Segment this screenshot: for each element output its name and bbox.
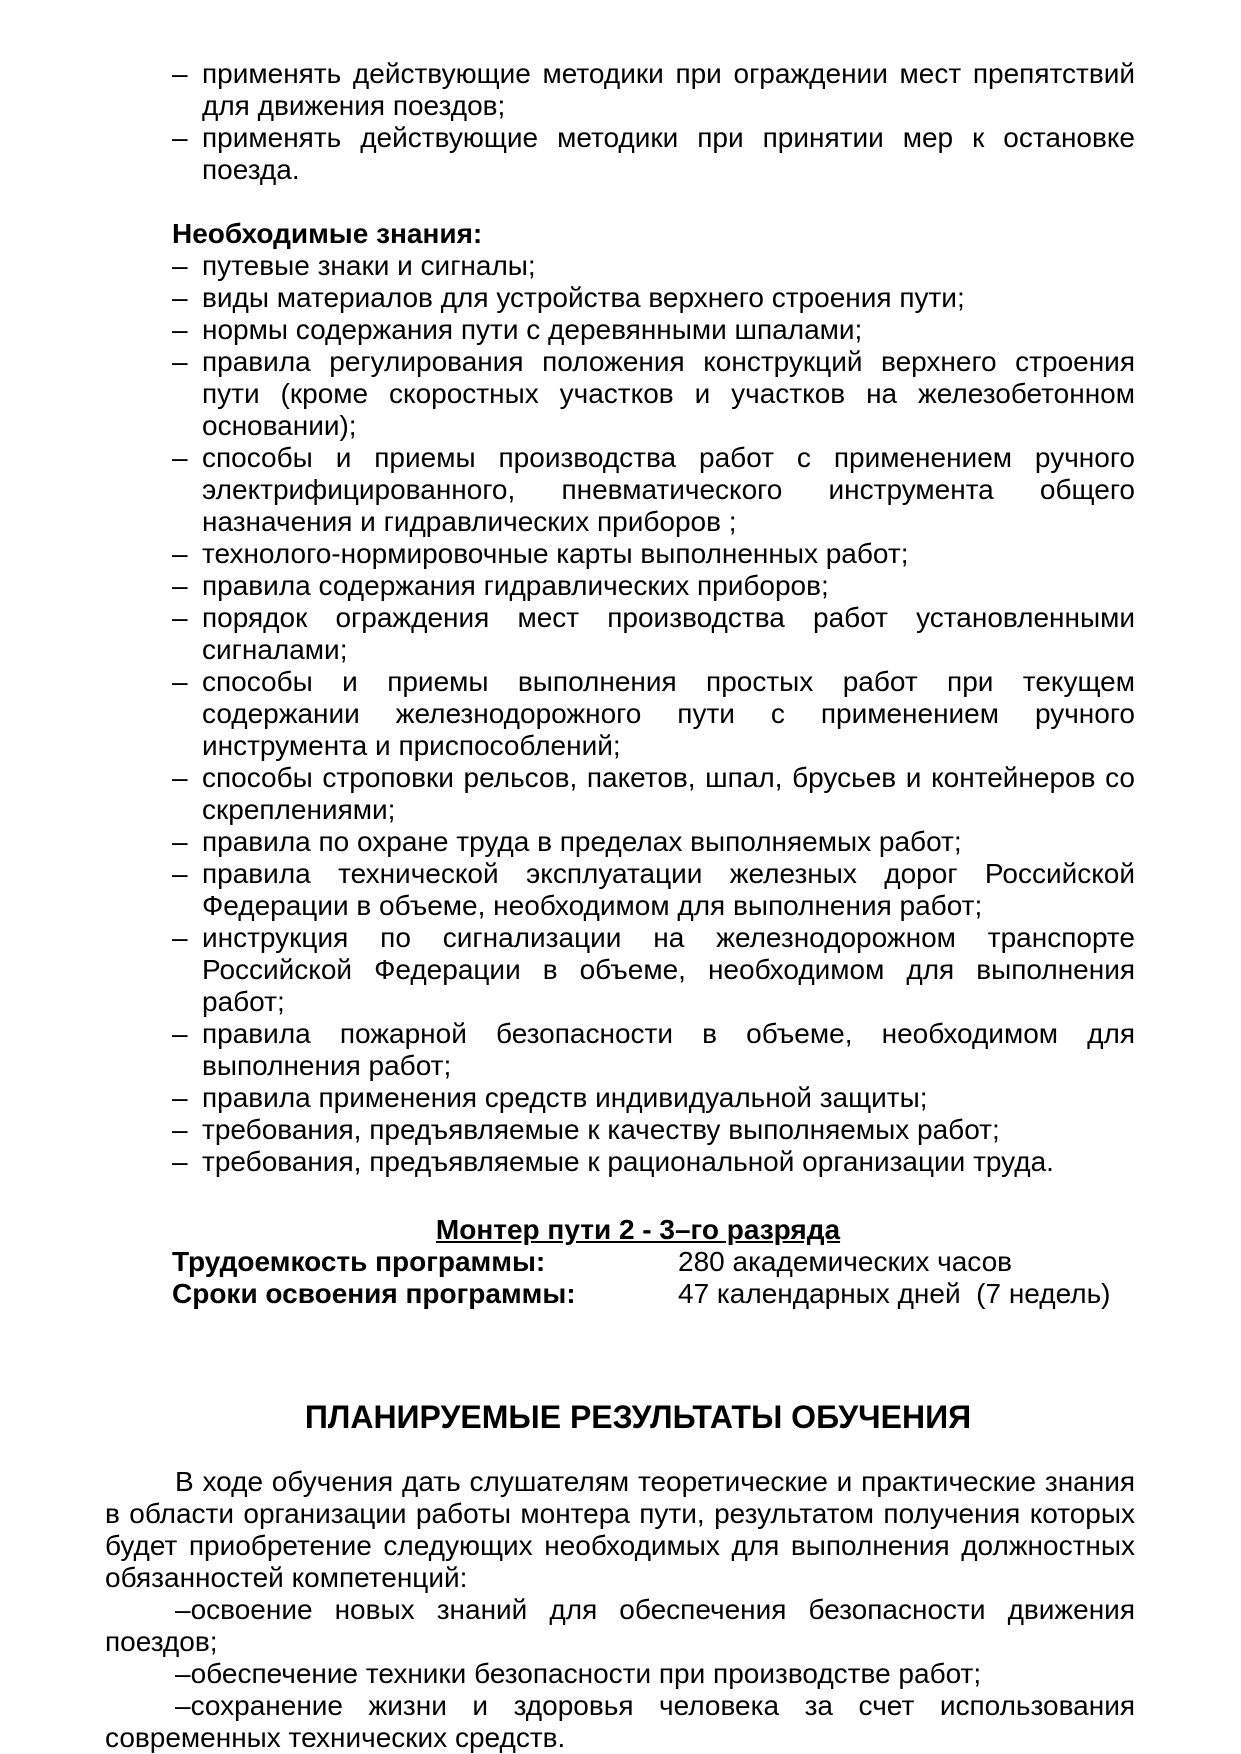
skills-item: – применять действующие методики при ограждении мест препятствий для движения поездов; [172,58,1135,122]
program-row [172,1246,1135,1278]
knowledge-item: – правила технической эксплуатации железных дорог Российской Федерации в объеме, необходимом для выполнения работ; [172,858,1135,922]
knowledge-item: – требования, предъявляемые к рациональной организации труда. [172,1146,1135,1178]
knowledge-item: – способы и приемы выполнения простых работ при текущем содержании железнодорожного пути с применением ручного инструмента и приспособлений; [172,666,1135,762]
results-item: –сохранение жизни и здоровья человека за счет использования современных технических средств. [105,1690,1135,1753]
program-title: Монтер пути 2 - 3–го разряда [435,1214,841,1245]
results-title: ПЛАНИРУЕМЫЕ РЕЗУЛЬТАТЫ ОБУЧЕНИЯ [304,1399,972,1435]
knowledge-item: – правила регулирования положения конструкций верхнего строения пути (кроме скоростных участков и участков на железобетонном основании); [172,346,1135,442]
knowledge-item: – виды материалов для устройства верхнего строения пути; [172,282,1135,314]
knowledge-item: – порядок ограждения мест производства работ установленными сигналами; [172,602,1135,666]
knowledge-item: – нормы содержания пути с деревянными шпалами; [172,314,1135,346]
knowledge-item: – правила по охране труда в пределах выполняемых работ; [172,826,1135,858]
knowledge-item: – технолого-нормировочные карты выполненных работ; [172,538,1135,570]
knowledge-list [172,250,1135,1178]
program-value: 280 академических часов [678,1246,1013,1277]
program-row [172,1278,1135,1310]
results-item: –обеспечение техники безопасности при производстве работ; [175,1658,982,1689]
knowledge-item: – инструкция по сигнализации на железнодорожном транспорте Российской Федерации в объеме, необходимом для выполнения работ; [172,922,1135,1018]
knowledge-item: – способы и приемы производства работ с применением ручного электрифицированного, пневматического инструмента общего назначения и гидравлических приборов ; [172,442,1135,538]
knowledge-item: – путевые знаки и сигналы; [172,250,1135,282]
knowledge-item: – способы строповки рельсов, пакетов, шпал, брусьев и контейнеров со скреплениями; [172,762,1135,826]
knowledge-heading: Необходимые знания: [172,218,483,249]
results-intro: В ходе обучения дать слушателям теоретические и практические знания в области организации работы монтера пути, результатом получения которых будет приобретение следующих необходимых для выполнения должностных обязанностей компетенций: [105,1466,1135,1593]
program-label: Сроки освоения программы: [172,1278,576,1309]
knowledge-item: – правила применения средств индивидуальной защиты; [172,1082,1135,1114]
results-item: –освоение новых знаний для обеспечения безопасности движения поездов; [105,1594,1135,1657]
knowledge-item: – правила содержания гидравлических приборов; [172,570,1135,602]
skills-item: – применять действующие методики при принятии мер к остановке поезда. [172,122,1135,186]
knowledge-item: – требования, предъявляемые к качеству выполняемых работ; [172,1114,1135,1146]
knowledge-item: – правила пожарной безопасности в объеме, необходимом для выполнения работ; [172,1018,1135,1082]
program-value: 47 календарных дней (7 недель) [678,1278,1111,1309]
program-label: Трудоемкость программы: [172,1246,546,1277]
skills-list [172,58,1135,186]
